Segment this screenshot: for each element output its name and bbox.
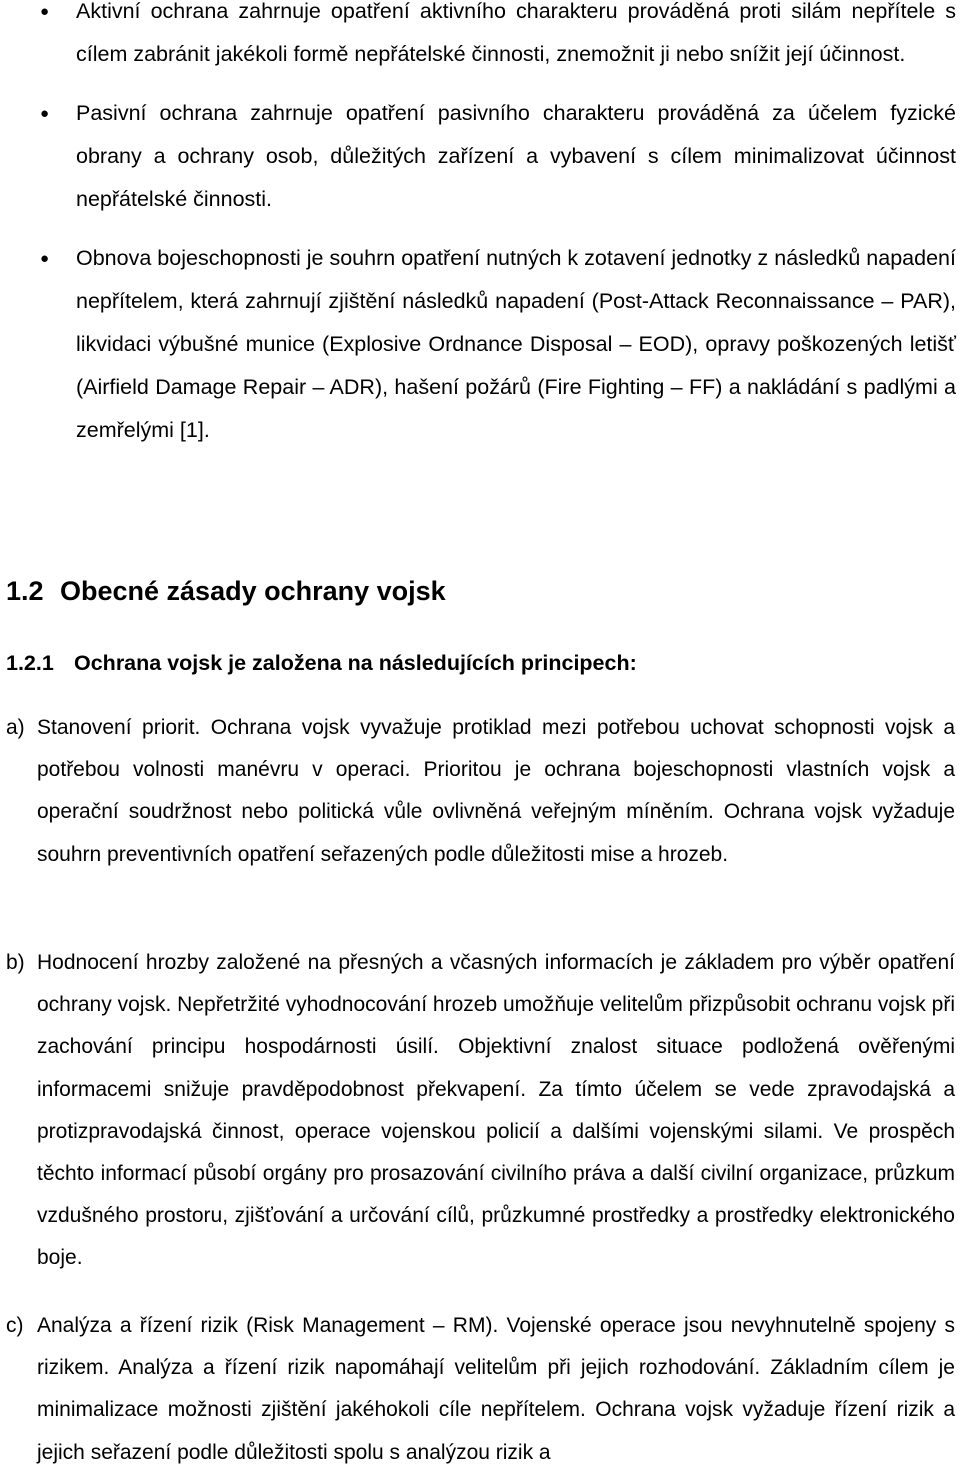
bullet-item-passive-protection: [40, 92, 956, 221]
principle-letter: c): [6, 1314, 24, 1337]
bullet-text: Pasivní ochrana zahrnuje opatření pasivního charakteru prováděná za účelem fyzické obrany a ochrany osob, důležitých zařízení a vybavení s cílem minimalizovat účinnost nepřátelské činnosti.: [76, 101, 956, 211]
bullet-icon: ●: [40, 250, 50, 267]
section-title: Obecné zásady ochrany vojsk: [60, 576, 446, 606]
bullet-item-active-protection: [40, 0, 956, 76]
principle-item-risk-management: [0, 1305, 960, 1474]
subsection-heading: [6, 643, 637, 683]
bullet-text: Obnova bojeschopnosti je souhrn opatření nutných k zotavení jednotky z následků napadení nepřítelem, která zahrnují zjištění následků napadení (Post-Attack Reconnaissance – PAR), likvidaci výbušné munice (Explosive Ordnance Disposal – EOD), opravy poškozených letišť (Airfield Damage Repair – ADR), hašení požárů (Fire Fighting – FF) a nakládání s padlými a zemřelými [1].: [76, 246, 956, 442]
bullet-text: Aktivní ochrana zahrnuje opatření aktivního charakteru prováděná proti silám nepřítele s cílem zabránit jakékoli formě nepřátelské činnosti, znemožnit ji nebo snížit její účinnost.: [76, 0, 956, 66]
principle-text: Hodnocení hrozby založené na přesných a včasných informacích je základem pro výběr opatření ochrany vojsk. Nepřetržité vyhodnocování hrozeb umožňuje velitelům přizpůsobit ochranu vojsk při zachování principu hospodárnosti úsilí. Objektivní znalost situace podložená ověřenými informacemi snižuje pravděpodobnost překvapení. Za tímto účelem se vede zpravodajská a protizpravodajská činnost, operace vojenskou policií a dalšími vojenskými silami. Ve prospěch těchto informací působí orgány pro prosazování civilního práva a další civilní organizace, průzkum vzdušného prostoru, zjišťování a určování cílů, průzkumné prostředky a prostředky elektronického boje.: [37, 951, 955, 1270]
principle-text: Stanovení priorit. Ochrana vojsk vyvažuje protiklad mezi potřebou uchovat schopnosti vojsk a potřebou volnosti manévru v operaci. Prioritou je ochrana bojeschopnosti vlastních vojsk a operační soudržnost nebo politická vůle ovlivněná veřejným míněním. Ochrana vojsk vyžaduje souhrn preventivních opatření seřazených podle důležitosti mise a hrozeb.: [37, 716, 955, 866]
principle-text: Analýza a řízení rizik (Risk Management – RM). Vojenské operace jsou nevyhnutelně spojeny s rizikem. Analýza a řízení rizik napomáhají velitelům při jejich rozhodování. Základním cílem je minimalizace možnosti zjištění jakéhokoli cíle nepřítelem. Ochrana vojsk vyžaduje řízení rizik a jejich seřazení podle důležitosti spolu s analýzou rizik a: [37, 1314, 955, 1464]
principle-item-threat-assessment: [0, 942, 960, 1280]
principle-letter: a): [6, 716, 25, 739]
bullet-item-recovery: [40, 237, 956, 452]
bullet-icon: ●: [40, 105, 50, 122]
subsection-number: 1.2.1: [6, 651, 54, 675]
subsection-title: Ochrana vojsk je založena na následujících principech:: [74, 651, 637, 675]
section-number: 1.2: [6, 576, 44, 606]
bullet-icon: ●: [40, 3, 50, 20]
principle-item-priorities: [0, 707, 960, 876]
principle-letter: b): [6, 951, 25, 974]
bullet-list: [0, 0, 960, 452]
section-heading: [6, 568, 446, 614]
